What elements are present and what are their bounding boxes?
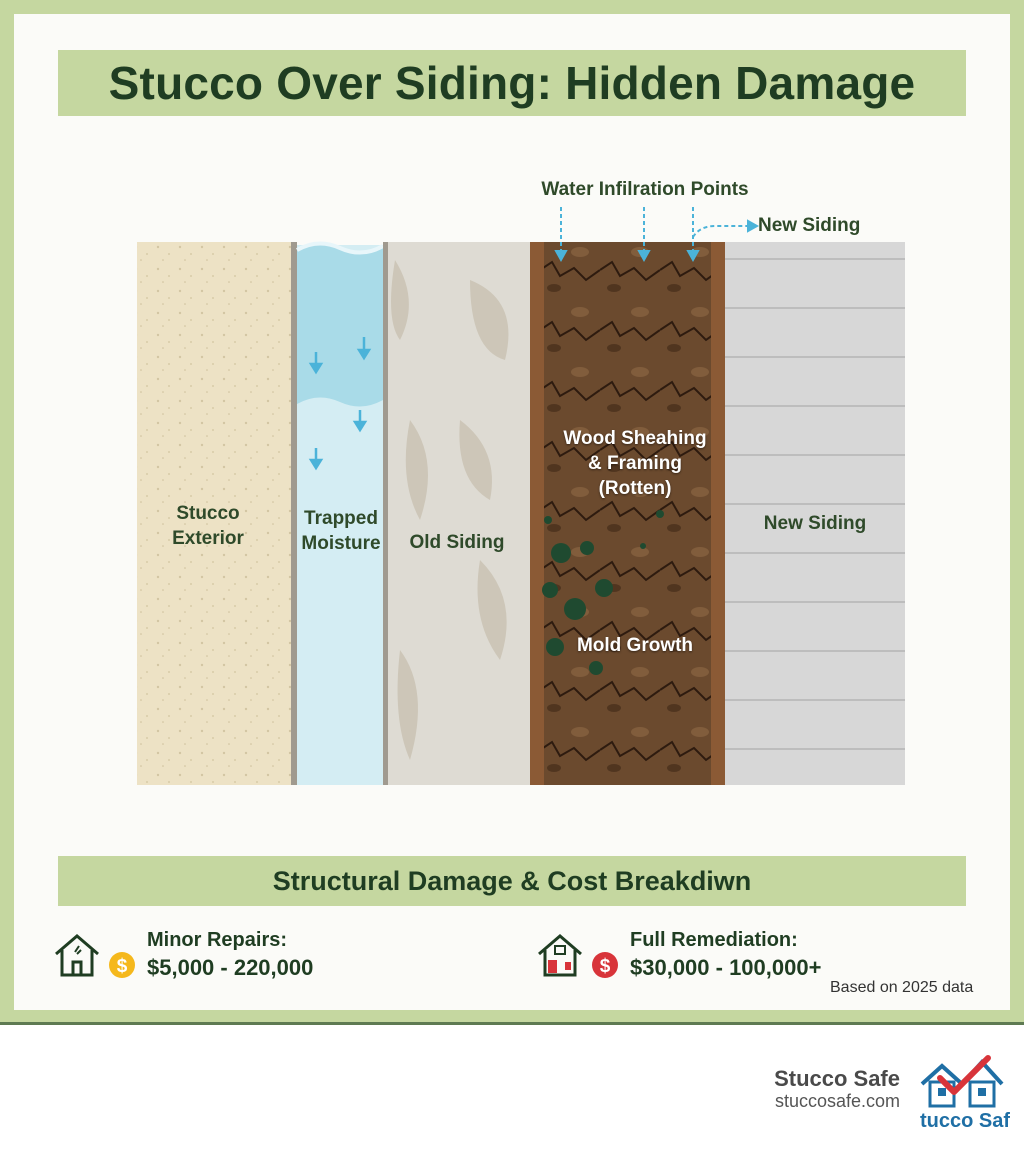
logo-text: tucco Saf xyxy=(920,1110,1010,1132)
minor-repairs-label: Minor Repairs: xyxy=(147,929,288,951)
cost-section-banner xyxy=(58,856,966,906)
infiltration-label: Water Infilration Points xyxy=(541,179,749,200)
new-siding-top-label: New Siding xyxy=(758,215,861,236)
full-remediation-icons xyxy=(536,932,620,980)
dollar-coin-icon xyxy=(109,952,135,978)
house-icon xyxy=(539,936,581,975)
minor-repairs xyxy=(147,927,313,983)
page-title: Stucco Over Siding: Hidden Damage xyxy=(108,57,916,109)
full-remediation-range: $30,000 - 100,000+ xyxy=(630,955,822,980)
dollar-coin-icon xyxy=(592,952,618,978)
wood-sheathing-label: Wood Sheahing & Framing (Rotten) xyxy=(563,428,707,499)
minor-repairs-icons xyxy=(53,932,137,980)
mold-growth-label: Mold Growth xyxy=(576,635,694,656)
svg-text:$: $ xyxy=(599,956,611,977)
data-note: Based on 2025 data xyxy=(830,979,974,996)
new-siding-label: New Siding xyxy=(763,513,867,534)
brand-url[interactable]: stuccosafe.com xyxy=(774,1091,900,1111)
cost-heading: Structural Damage & Cost Breakdiwn xyxy=(272,865,752,896)
house-icon xyxy=(56,936,98,975)
brand-name: Stucco Safe xyxy=(774,1066,900,1091)
full-remediation-label: Full Remediation: xyxy=(630,929,798,951)
minor-repairs-range: $5,000 - 220,000 xyxy=(147,955,314,980)
old-siding-label: Old Siding xyxy=(409,532,505,553)
stucco-label: Stucco Exterior xyxy=(172,503,244,549)
svg-text:$: $ xyxy=(116,956,128,977)
moisture-label: Trapped Moisture xyxy=(301,508,381,554)
stucco-safe-logo xyxy=(918,1052,1004,1110)
full-remediation xyxy=(630,927,821,983)
